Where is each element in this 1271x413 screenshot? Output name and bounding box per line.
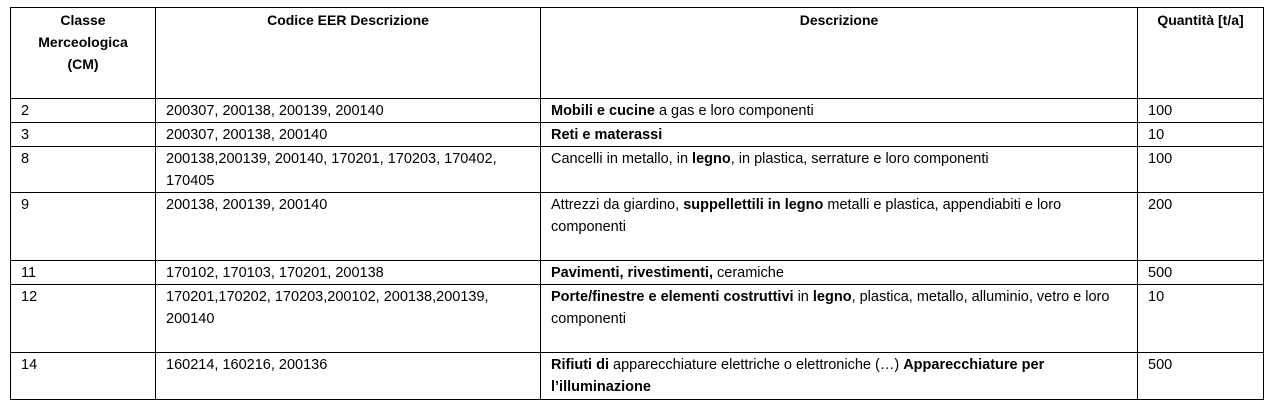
description-segment: Porte/finestre e elementi costruttivi [551, 289, 794, 305]
description-segment: Pavimenti, rivestimenti, [551, 265, 713, 281]
description-segment: Rifiuti di [551, 357, 609, 373]
cell-codes: 160214, 160216, 200136 [156, 353, 541, 400]
table-row [11, 285, 1264, 353]
table-row [11, 123, 1264, 147]
cell-cm: 11 [11, 261, 156, 285]
cell-cm: 8 [11, 147, 156, 193]
cell-cm: 9 [11, 193, 156, 261]
description-segment: Cancelli in metallo, in [551, 151, 693, 167]
table-header-row [11, 8, 1264, 99]
waste-classes-table [10, 7, 1264, 400]
cell-codes: 200138,200139, 200140, 170201, 170203, 170402, 170405 [156, 147, 541, 193]
description-segment: apparecchiature elettriche o elettroniche (…) [609, 357, 904, 373]
cell-codes: 200307, 200138, 200140 [156, 123, 541, 147]
description-segment: Mobili e cucine [551, 103, 655, 119]
table-body [11, 99, 1264, 400]
description-segment: Attrezzi da giardino, [551, 197, 684, 213]
description-segment: ceramiche [712, 265, 784, 281]
cell-quantity: 500 [1138, 261, 1264, 285]
cell-quantity: 100 [1138, 147, 1264, 193]
description-segment: legno [692, 151, 731, 167]
description-segment: , plastica, metallo, alluminio, vetro e loro componenti [551, 289, 1110, 327]
description-segment: Apparecchiature per l’illuminazione [551, 357, 1045, 395]
cell-quantity: 10 [1138, 123, 1264, 147]
cell-description [541, 99, 1138, 123]
cell-description [541, 261, 1138, 285]
cell-codes: 170102, 170103, 170201, 200138 [156, 261, 541, 285]
cell-codes: 200307, 200138, 200139, 200140 [156, 99, 541, 123]
description-segment: suppellettili in legno [683, 197, 824, 213]
cell-quantity: 10 [1138, 285, 1264, 353]
header-cm: Classe Merceologica (CM) [11, 8, 156, 99]
table-row [11, 147, 1264, 193]
cell-cm: 3 [11, 123, 156, 147]
cell-cm: 2 [11, 99, 156, 123]
table-row [11, 99, 1264, 123]
cell-codes: 200138, 200139, 200140 [156, 193, 541, 261]
cell-quantity: 100 [1138, 99, 1264, 123]
cell-description [541, 193, 1138, 261]
table-row [11, 261, 1264, 285]
header-quantity: Quantità [t/a] [1138, 8, 1264, 99]
cell-cm: 12 [11, 285, 156, 353]
cell-quantity: 500 [1138, 353, 1264, 400]
header-codes: Codice EER Descrizione [156, 8, 541, 99]
cell-quantity: 200 [1138, 193, 1264, 261]
cell-description [541, 285, 1138, 353]
description-segment: Reti e materassi [551, 127, 663, 143]
table-row [11, 193, 1264, 261]
cell-description [541, 147, 1138, 193]
cell-codes: 170201,170202, 170203,200102, 200138,200139, 200140 [156, 285, 541, 353]
table-row [11, 353, 1264, 400]
header-description: Descrizione [541, 8, 1138, 99]
description-segment: in [793, 289, 813, 305]
description-segment: a gas e loro componenti [654, 103, 814, 119]
cell-description [541, 353, 1138, 400]
cell-description [541, 123, 1138, 147]
description-segment: , in plastica, serrature e loro componenti [730, 151, 989, 167]
description-segment: metalli e plastica, appendiabiti e loro componenti [551, 197, 1062, 235]
cell-cm: 14 [11, 353, 156, 400]
description-segment: legno [812, 289, 852, 305]
